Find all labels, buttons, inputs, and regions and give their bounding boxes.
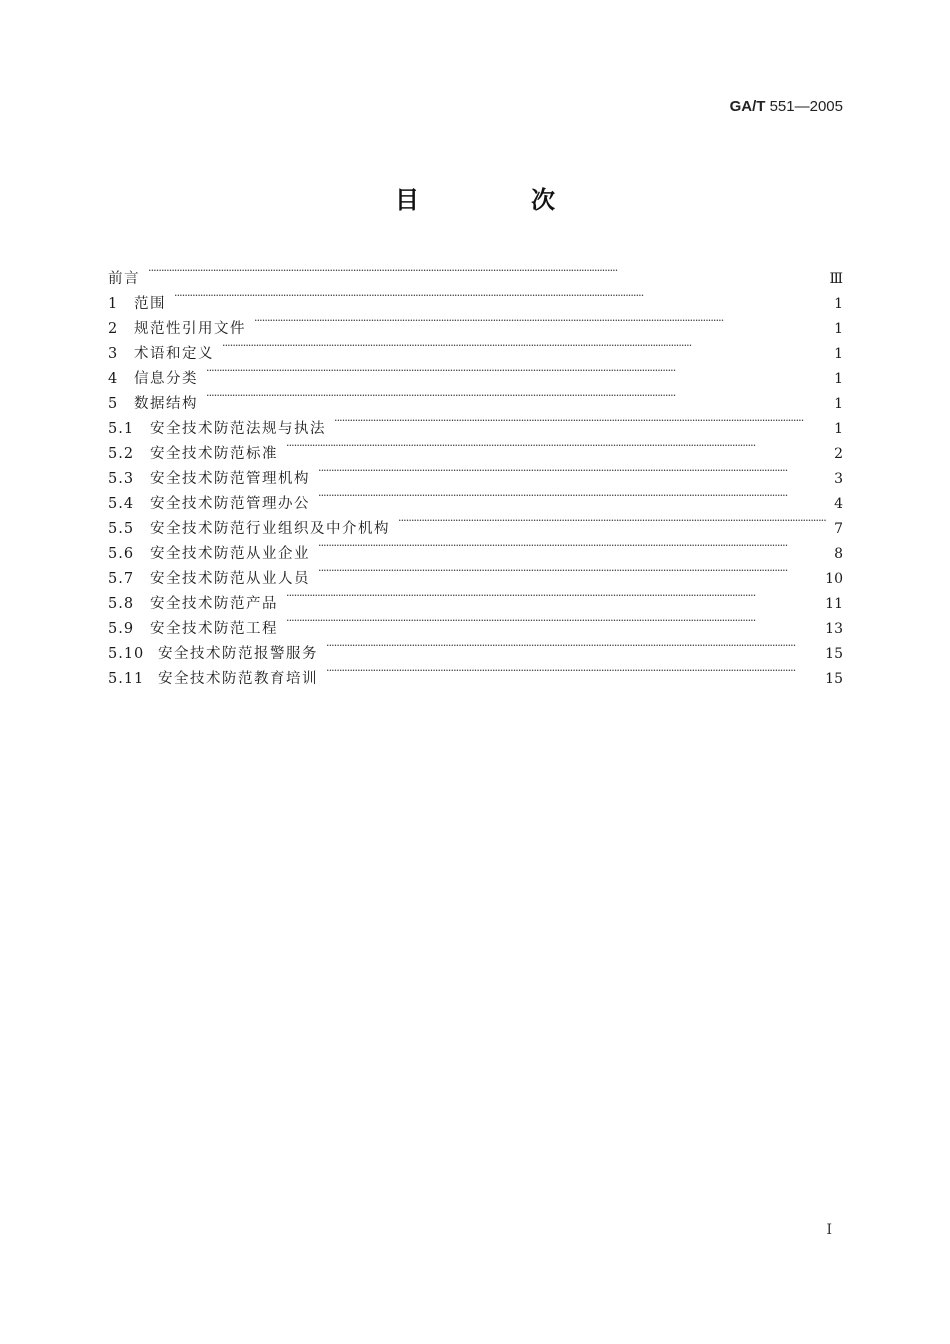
toc-entry[interactable]	[108, 383, 843, 412]
toc-entry-label: 安全技术防范工程	[150, 621, 278, 637]
toc-entry-number: 5.1	[108, 421, 135, 437]
toc-leader-dots	[254, 308, 827, 333]
toc-entry-label: 规范性引用文件	[134, 321, 246, 337]
toc-entry-page: 1	[834, 346, 843, 362]
toc-entry-number: 5.11	[108, 671, 145, 687]
toc-leader-dots	[206, 358, 827, 383]
standard-code	[730, 98, 843, 115]
toc-leader-dots	[148, 258, 823, 283]
toc-leader-dots	[286, 433, 827, 458]
toc-leader-dots	[318, 483, 827, 508]
toc-entry-page: 10	[825, 571, 843, 587]
page-number: Ⅰ	[826, 1222, 832, 1238]
toc-entry-label: 术语和定义	[134, 346, 214, 362]
toc-entry-label: 安全技术防范法规与执法	[150, 421, 326, 437]
toc-entry-page: 1	[834, 321, 843, 337]
toc-entry-label: 安全技术防范教育培训	[158, 671, 318, 687]
toc-entry-page: 1	[834, 396, 843, 412]
toc-entry-number: 5.3	[108, 471, 135, 487]
toc-entry-number: 5.8	[108, 596, 135, 612]
toc-entry-page: 3	[834, 471, 843, 487]
toc-entry-label: 前言	[108, 271, 140, 287]
toc-leader-dots	[286, 583, 819, 608]
toc-entry-number: 4	[108, 371, 119, 387]
toc-entry-number: 5.10	[108, 646, 145, 662]
toc-entry-label: 信息分类	[134, 371, 198, 387]
toc-entry-number: 3	[108, 346, 119, 362]
toc-entry[interactable]	[108, 308, 843, 337]
toc-entry-page: 15	[825, 646, 843, 662]
toc-leader-dots	[318, 558, 819, 583]
toc-leader-dots	[334, 408, 827, 433]
toc-entry-label: 安全技术防范管理机构	[150, 471, 310, 487]
toc-leader-dots	[174, 283, 827, 308]
standard-number: 551—2005	[769, 98, 843, 115]
toc-leader-dots	[326, 633, 819, 658]
toc-entry-page: 4	[834, 496, 843, 512]
toc-entry-number: 5	[108, 396, 119, 412]
toc-entry-page: 2	[834, 446, 843, 462]
toc-entry-page: 1	[834, 371, 843, 387]
toc-entry-label: 数据结构	[134, 396, 198, 412]
toc-entry-number: 5.2	[108, 446, 135, 462]
toc-entry-label: 安全技术防范行业组织及中介机构	[150, 521, 390, 537]
toc-entry-label: 安全技术防范报警服务	[158, 646, 318, 662]
toc-entry[interactable]	[108, 283, 843, 312]
toc-leader-dots	[318, 533, 827, 558]
toc-entry-label: 范围	[134, 296, 166, 312]
toc-leader-dots	[318, 458, 827, 483]
toc-entry-page: 11	[825, 596, 843, 612]
table-of-contents	[108, 258, 843, 687]
toc-entry-label: 安全技术防范标准	[150, 446, 278, 462]
toc-leader-dots	[286, 608, 819, 633]
toc-entry-label: 安全技术防范从业人员	[150, 571, 310, 587]
toc-entry-label: 安全技术防范产品	[150, 596, 278, 612]
toc-entry-number: 5.4	[108, 496, 135, 512]
toc-entry-page: 1	[834, 421, 843, 437]
toc-entry-page: 8	[834, 546, 843, 562]
toc-entry-page: 1	[834, 296, 843, 312]
toc-entry-page: 15	[825, 671, 843, 687]
toc-title: 目 次	[395, 186, 599, 214]
toc-leader-dots	[398, 508, 827, 533]
toc-entry-number: 1	[108, 296, 119, 312]
standard-prefix: GA/T	[729, 98, 766, 115]
toc-entry-page: 13	[825, 621, 843, 637]
toc-entry-label: 安全技术防范从业企业	[150, 546, 310, 562]
toc-entry-label: 安全技术防范管理办公	[150, 496, 310, 512]
toc-entry-page: 7	[834, 521, 843, 537]
toc-leader-dots	[206, 383, 827, 408]
toc-entry[interactable]	[108, 258, 843, 287]
toc-entry[interactable]	[108, 358, 843, 387]
toc-entry-page: Ⅲ	[829, 271, 843, 287]
toc-entry[interactable]	[108, 408, 843, 437]
toc-entry-number: 5.7	[108, 571, 135, 587]
toc-leader-dots	[222, 333, 827, 358]
toc-entry-number: 2	[108, 321, 119, 337]
toc-entry-number: 5.5	[108, 521, 135, 537]
toc-entry-number: 5.9	[108, 621, 135, 637]
toc-entry-number: 5.6	[108, 546, 135, 562]
toc-leader-dots	[326, 658, 819, 683]
